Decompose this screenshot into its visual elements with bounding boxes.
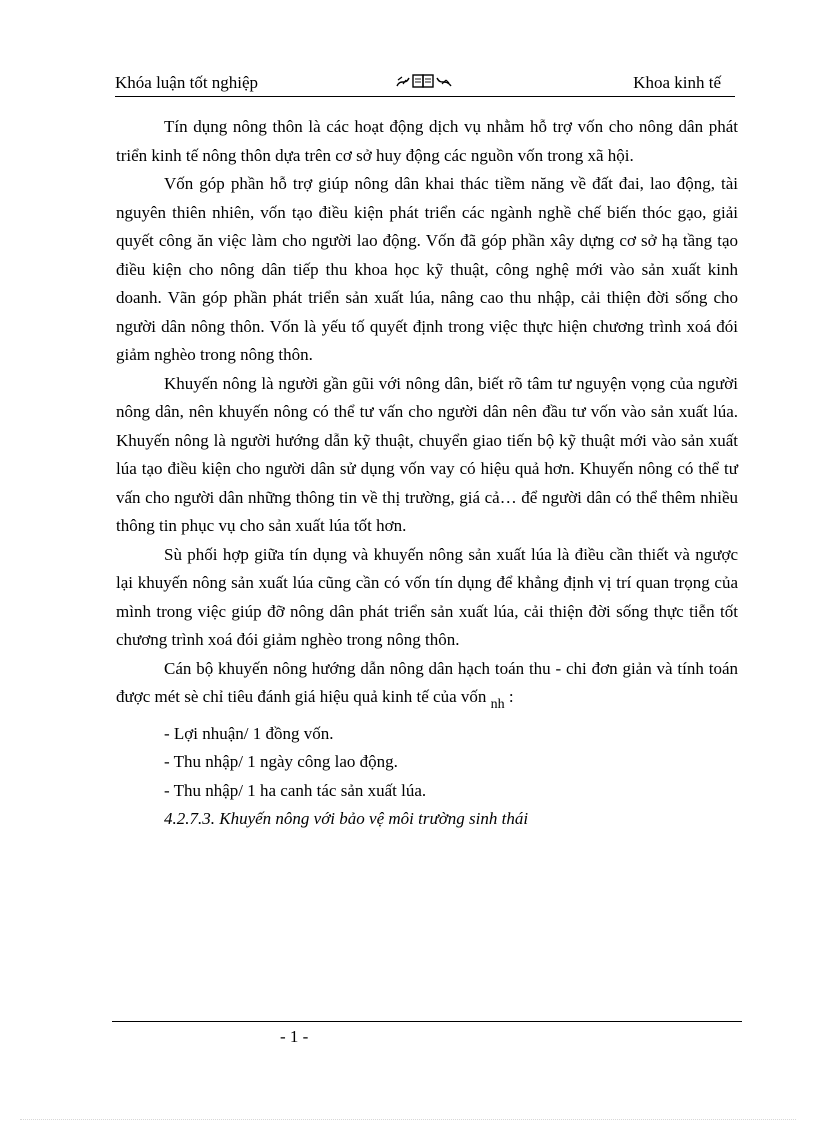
paragraph-accounting-guidance xyxy=(116,655,738,720)
section-heading: 4.2.7.3. Khuyến nông với bảo vệ môi trường sinh thái xyxy=(164,809,529,828)
header-left-title: Khóa luận tốt nghiệp xyxy=(115,73,259,92)
paragraph-agricultural-extension: Khuyến nông là người gần gũi với nông dân, biết rõ tâm tư nguyện vọng của người nông dân, nên khuyến nông có thể tư vấn cho người dân nên đầu tư vốn vào sản xuất lúa. Khuyến nông là người hướng dẫn kỹ thuật, chuyển giao tiến bộ kỹ thuật mới vào sản xuất lúa tạo điều kiện cho người dân sử dụng vốn vay có hiệu quả hơn. Khuyến nông có thể tư vấn cho người dân những thông tin về thị trường, giá cả… để người dân có thể thêm nhiều thông tin phục vụ cho sản xuất lúa tốt hơn. xyxy=(116,373,738,535)
document-body xyxy=(116,113,738,834)
paragraph-capital-role: Vốn góp phần hỗ trợ giúp nông dân khai thác tiềm năng về đất đai, lao động, tài nguyên thiên nhiên, vốn tạo điều kiện phát triển các ngành nghề chế biến thóc gạo, giải quyết công ăn việc làm cho người lao động. Vốn đã góp phần xây dựng cơ sở hạ tầng tạo điều kiện cho nông dân tiếp thu khoa học kỹ thuật, công nghệ mới vào sản xuất kinh doanh. Vãn góp phần phát triển sản xuất lúa, nâng cao thu nhập, cải thiện đời sống cho người dân nông thôn. Vốn là yếu tố quyết định trong việc thực hiện chương trình xoá đói giảm nghèo trong nông thôn. xyxy=(116,174,738,364)
header-right-title: Khoa kinh tế xyxy=(633,73,721,92)
paragraph-coordination: Sù phối hợp giữa tín dụng và khuyến nông sản xuất lúa là điều cần thiết và ngược lại khuyến nông sản xuất lúa cũng cần có vốn tín dụng để khẳng định vị trí quan trọng của mình trong việc giúp đỡ nông dân phát triển sản xuất lúa, cải thiện đời sống thực tiễn tốt chương trình xoá đói giảm nghèo trong nông thôn. xyxy=(116,544,738,649)
open-book-ornament-icon xyxy=(395,72,453,90)
accounting-guidance-suffix: : xyxy=(504,687,514,706)
page-number: - 1 - xyxy=(280,1027,309,1046)
accounting-guidance-text: Cán bộ khuyến nông hướng dẫn nông dân hạch toán thu - chi đơn giản và tính toán được mét sè chỉ tiêu đánh giá hiệu quả kinh tế của vốn xyxy=(116,658,738,706)
list-item: - Thu nhập/ 1 ha canh tác sản xuất lúa. xyxy=(164,780,427,800)
page-header xyxy=(115,70,735,97)
list-item: - Thu nhập/ 1 ngày công lao động. xyxy=(164,752,398,771)
capital-subscript: nh xyxy=(490,697,505,712)
paragraph-rural-credit: Tín dụng nông thôn là các hoạt động dịch vụ nhằm hỗ trợ vốn cho nông dân phát triển kinh tế nông thôn dựa trên cơ sở huy động các nguồn vốn trong xã hội. xyxy=(116,117,738,165)
footer-divider xyxy=(112,1021,742,1022)
page-bottom-edge xyxy=(20,1119,796,1120)
list-item: - Lợi nhuận/ 1 đồng vốn. xyxy=(164,723,334,743)
